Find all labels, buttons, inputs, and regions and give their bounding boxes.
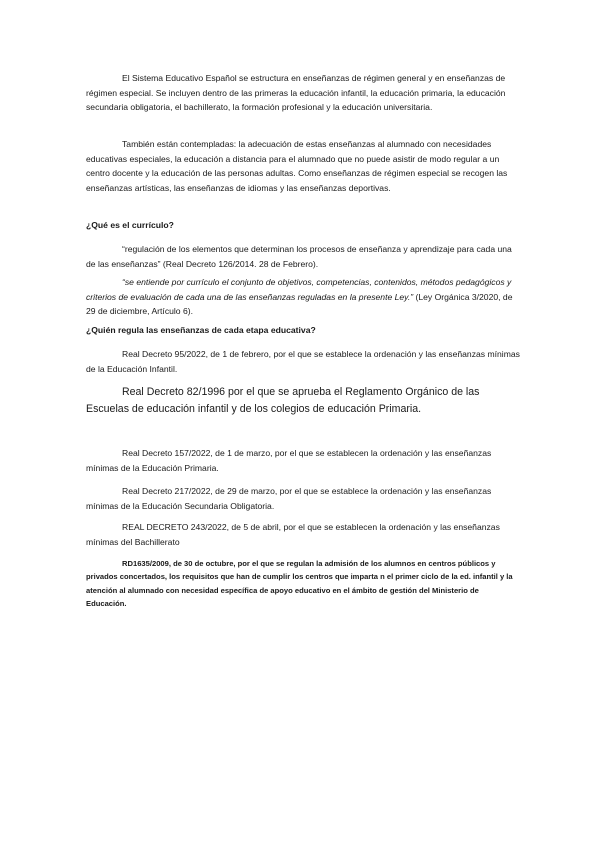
quote-text: “regulación de los elementos que determinan los procesos de enseñanza y aprendizaje para cada una de las enseñanzas”: [86, 244, 512, 269]
heading-que-es-curriculo: ¿Qué es el currículo?: [86, 220, 174, 230]
regulation-infantil: Real Decreto 95/2022, de 1 de febrero, por el que se establece la ordenación y las enseñanzas mínimas de la Educación Infantil.: [86, 349, 520, 374]
quote-curriculo-lomloe: [86, 275, 520, 319]
paragraph-sistema-educativo: El Sistema Educativo Español se estructura en enseñanzas de régimen general y en enseñanzas de régimen especial. Se incluyen dentro de las primeras la educación infantil, la educación primaria, la educación secundaria obligatoria, el bachillerato, la formación profesional y la educación universitaria.: [86, 73, 506, 113]
quote-curriculo-rd: [86, 242, 520, 271]
regulation-reglamento-organico: Real Decreto 82/1996 por el que se aprueba el Reglamento Orgánico de las Escuelas de educación infantil y de los colegios de educación Primaria.: [86, 386, 480, 415]
regulation-eso: Real Decreto 217/2022, de 29 de marzo, por el que se establece la ordenación y las enseñanzas mínimas de la Educación Secundaria Obligatoria.: [86, 486, 492, 511]
quote-text-italic: “se entiende por currículo el conjunto de objetivos, competencias, contenidos, métodos pedagógicos y criterios de evaluación de cada una de las enseñanzas reguladas en la presente Ley.”: [86, 277, 512, 302]
quote-reference: (Real Decreto 126/2014. 28 de Febrero).: [160, 258, 319, 269]
quote-reference: (Ley Orgánica 3/2020, de 29 de diciembre, Artículo 6).: [86, 291, 513, 317]
regulation-bachillerato: REAL DECRETO 243/2022, de 5 de abril, por el que se establecen la ordenación y las enseñanzas mínimas del Bachillerato: [86, 522, 500, 547]
heading-quien-regula: ¿Quién regula las enseñanzas de cada etapa educativa?: [86, 325, 316, 335]
regulation-admision-alumnos: RD1635/2009, de 30 de octubre, por el que se regulan la admisión de los alumnos en centros públicos y privados concertados, los requisitos que han de cumplir los centros que imparta n el primer ciclo de la ed. infantil y la atención al alumnado con necesidad específica de apoyo educativo en el ámbito de gestión del Ministerio de Educación.: [86, 559, 513, 609]
paragraph-tambien-contempladas: También están contempladas: la adecuación de estas enseñanzas al alumnado con necesidades educativas especiales, la educación a distancia para el alumnado que no puede asistir de modo regular a un centro docente y la educación de las personas adultas. Como enseñanzas de régimen especial se recogen las enseñanzas artísticas, las enseñanzas de idiomas y las enseñanzas deportivas.: [86, 139, 508, 193]
regulation-primaria: Real Decreto 157/2022, de 1 de marzo, por el que se establecen la ordenación y las enseñanzas mínimas de la Educación Primaria.: [86, 448, 492, 473]
